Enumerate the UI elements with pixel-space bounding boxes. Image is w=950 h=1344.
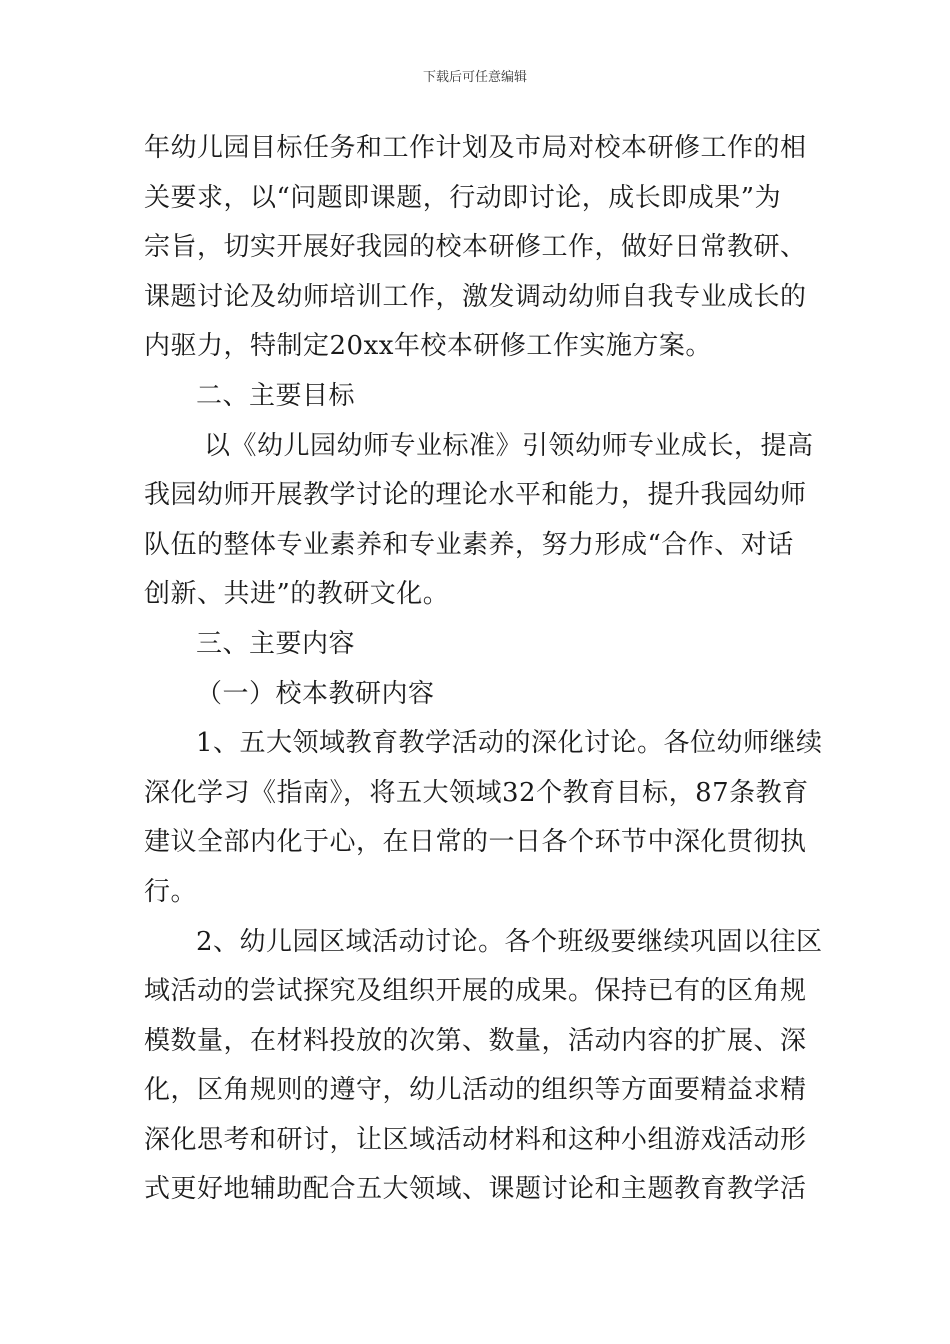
text-line: 建议全部内化于心，在日常的一日各个环节中深化贯彻执: [144, 827, 807, 858]
text-line: 式更好地辅助配合五大领域、课题讨论和主题教育教学活: [144, 1174, 807, 1205]
text-line: 二、主要目标: [196, 380, 356, 411]
text-line: 行。: [144, 876, 198, 907]
text-line: 深化学习《指南》，将五大领域32个教育目标，87条教育: [144, 777, 809, 808]
text-line: 课题讨论及幼师培训工作，激发调动幼师自我专业成长的: [144, 281, 807, 312]
text-line: 关要求，以“问题即课题，行动即讨论，成长即成果”为: [144, 182, 782, 213]
text-line: 模数量，在材料投放的次第、数量，活动内容的扩展、深: [144, 1025, 807, 1056]
text-line: 年幼儿园目标任务和工作计划及市局对校本研修工作的相: [144, 133, 807, 163]
text-line: 三、主要内容: [196, 628, 356, 659]
text-line: 内驱力，特制定20xx年校本研修工作实施方案。: [144, 331, 712, 362]
text-line: 创新、共进”的教研文化。: [144, 579, 450, 610]
text-line: 化，区角规则的遵守，幼儿活动的组织等方面要精益求精: [144, 1075, 807, 1106]
page-header: 下载后可任意编辑: [422, 70, 527, 85]
text-line: 2、幼儿园区域活动讨论。各个班级要继续巩固以往区: [196, 926, 823, 957]
text-line: 以《幼儿园幼师专业标准》引领幼师专业成长，提高: [204, 430, 814, 461]
text-line: 我园幼师开展教学讨论的理论水平和能力，提升我园幼师: [144, 480, 807, 511]
text-line: （一）校本教研内容: [196, 678, 435, 709]
text-line: 域活动的尝试探究及组织开展的成果。保持已有的区角规: [144, 976, 807, 1007]
text-line: 1、五大领域教育教学活动的深化讨论。各位幼师继续: [196, 728, 823, 759]
document-body: [144, 124, 823, 1215]
text-line: 深化思考和研讨，让区域活动材料和这种小组游戏活动形: [144, 1124, 807, 1155]
text-line: 宗旨，切实开展好我园的校本研修工作，做好日常教研、: [144, 232, 807, 263]
text-line: 队伍的整体专业素养和专业素养，努力形成“合作、对话: [144, 529, 794, 560]
